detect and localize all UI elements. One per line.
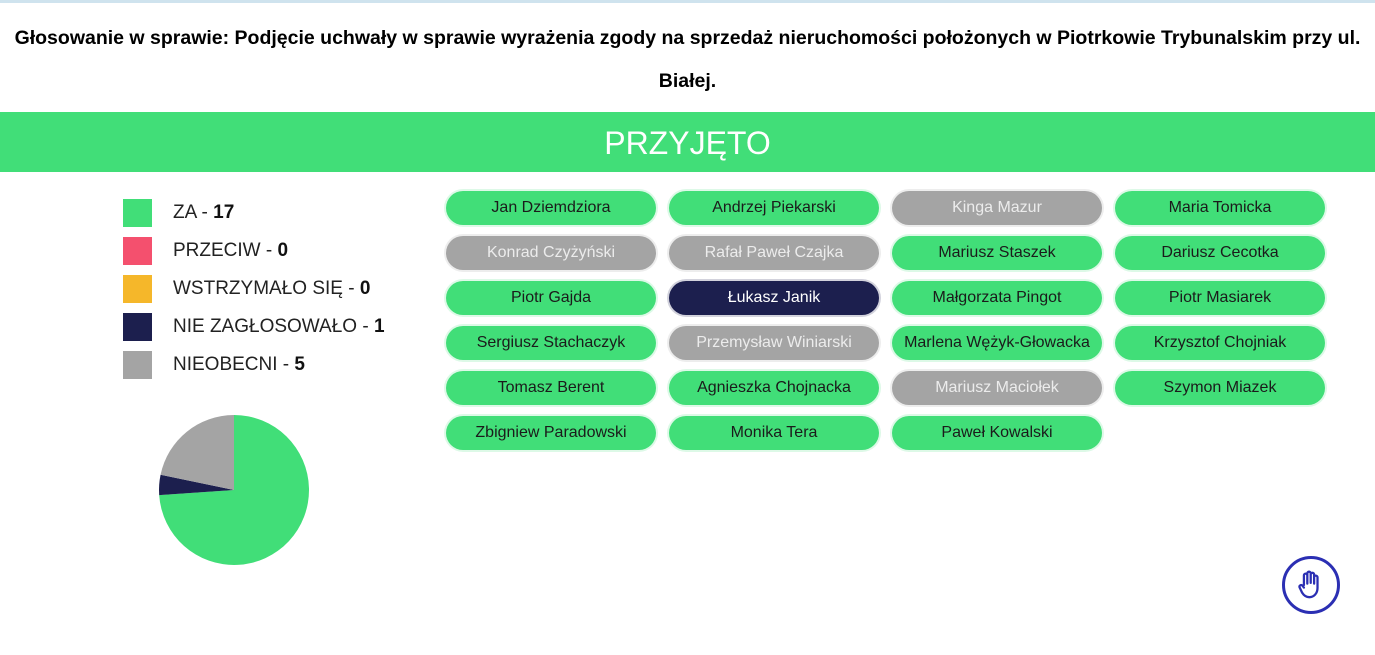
member-pill[interactable]: Agnieszka Chojnacka (669, 371, 879, 405)
member-pill[interactable]: Małgorzata Pingot (892, 281, 1102, 315)
member-pill[interactable]: Mariusz Maciołek (892, 371, 1102, 405)
member-pill[interactable]: Łukasz Janik (669, 281, 879, 315)
legend-count-wstrzymalo: 0 (359, 278, 371, 299)
member-pill[interactable]: Piotr Gajda (446, 281, 656, 315)
legend-swatch-za (123, 199, 152, 227)
legend-item-przeciw (123, 232, 385, 270)
top-accent-line (0, 0, 1375, 3)
vote-legend (123, 194, 385, 384)
legend-count-nieobecni: 5 (294, 354, 305, 375)
legend-item-nieobecni (123, 346, 385, 384)
legend-label-za: ZA - (173, 202, 214, 223)
member-pill[interactable]: Jan Dziemdziora (446, 191, 656, 225)
legend-item-nie-zaglosowalo (123, 308, 385, 346)
member-pill[interactable]: Mariusz Staszek (892, 236, 1102, 270)
member-pill[interactable]: Konrad Czyżyński (446, 236, 656, 270)
legend-swatch-nieobecni (123, 351, 152, 379)
raised-hand-icon (1294, 568, 1328, 602)
vote-title: Głosowanie w sprawie: Podjęcie uchwały w sprawie wyrażenia zgody na sprzedaż nieruchomości położonych w Piotrkowie Trybunalskim przy ul. Białej. (14, 27, 1361, 92)
legend-label-nieobecni: NIEOBECNI - (173, 354, 295, 375)
member-pill[interactable]: Andrzej Piekarski (669, 191, 879, 225)
legend-swatch-przeciw (123, 237, 152, 265)
member-pill[interactable]: Paweł Kowalski (892, 416, 1102, 450)
member-pill[interactable]: Marlena Wężyk-Głowacka (892, 326, 1102, 360)
member-pill[interactable]: Rafał Paweł Czajka (669, 236, 879, 270)
member-pill[interactable]: Tomasz Berent (446, 371, 656, 405)
member-pill[interactable]: Kinga Mazur (892, 191, 1102, 225)
result-banner: PRZYJĘTO (0, 112, 1375, 172)
vote-pie-chart (158, 414, 310, 566)
legend-label-wstrzymalo: WSTRZYMAŁO SIĘ - (173, 278, 360, 299)
member-pill[interactable]: Piotr Masiarek (1115, 281, 1325, 315)
legend-swatch-nie-zaglosowalo (123, 313, 152, 341)
legend-count-za: 17 (213, 202, 235, 223)
legend-item-wstrzymalo (123, 270, 385, 308)
member-pill[interactable]: Przemysław Winiarski (669, 326, 879, 360)
raise-hand-button[interactable] (1282, 556, 1340, 614)
member-pill[interactable]: Monika Tera (669, 416, 879, 450)
member-pill[interactable]: Krzysztof Chojniak (1115, 326, 1325, 360)
members-grid (446, 191, 1325, 450)
legend-swatch-wstrzymalo (123, 275, 152, 303)
legend-label-przeciw: PRZECIW - (173, 240, 278, 261)
legend-label-nie-zaglosowalo: NIE ZAGŁOSOWAŁO - (173, 316, 374, 337)
member-pill[interactable]: Maria Tomicka (1115, 191, 1325, 225)
member-pill[interactable]: Szymon Miazek (1115, 371, 1325, 405)
member-pill[interactable]: Sergiusz Stachaczyk (446, 326, 656, 360)
member-pill[interactable]: Dariusz Cecotka (1115, 236, 1325, 270)
member-pill[interactable]: Zbigniew Paradowski (446, 416, 656, 450)
legend-count-przeciw: 0 (277, 240, 289, 261)
legend-item-za (123, 194, 385, 232)
legend-count-nie-zaglosowalo: 1 (373, 316, 385, 337)
